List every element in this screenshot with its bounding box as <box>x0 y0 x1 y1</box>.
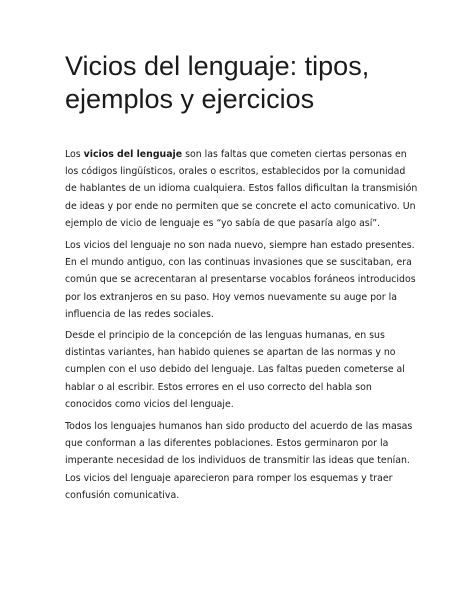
paragraph-2: Los vicios del lenguaje no son nada nuevo, siempre han estado presentes. En el mundo antiguo, con las continuas invasiones que se suscitaban, era común que se acrecentaran al presentarse vocablos foráneos introducidos por los extranjeros en su paso. Hoy vemos nuevamente su auge por la influencia de las redes sociales. <box>65 240 416 320</box>
paragraph-3: Desde el principio de la concepción de las lenguas humanas, en sus distintas variantes, han habido quienes se apartan de las normas y no cumplen con el uso debido del lenguaje. Las faltas pueden cometerse al hablar o al escribir. Estos errores en el uso correcto del habla son conocidos como vicios del lenguaje. <box>65 330 405 410</box>
paragraph-4: Todos los lenguajes humanos han sido producto del acuerdo de las masas que conforman a las diferentes poblaciones. Estos germinaron por la imperante necesidad de los individuos de transmitir las ideas que tenían. Los vicios del lenguaje aparecieron para romper los esquemas y traer confusión comunicativa. <box>65 421 413 501</box>
paragraph-1-rest: son las faltas que cometen ciertas personas en los códigos lingüísticos, orales o escritos, establecidos por la comunidad de hablantes de un idioma cualquiera. Estos fallos dificultan la transmisión de ideas y por ende no permiten que se concrete el acto comunicativo. Un ejemplo de vicio de lenguaje es “yo sabía de que pasaría algo así”. <box>65 149 418 229</box>
paragraph-1-lead: Los <box>65 149 84 160</box>
document-title: Vicios del lenguaje: tipos, ejemplos y ejercicios <box>65 51 370 114</box>
paragraph-1 <box>65 146 419 232</box>
paragraph-1-bold-term: vicios del lenguaje <box>83 149 183 160</box>
